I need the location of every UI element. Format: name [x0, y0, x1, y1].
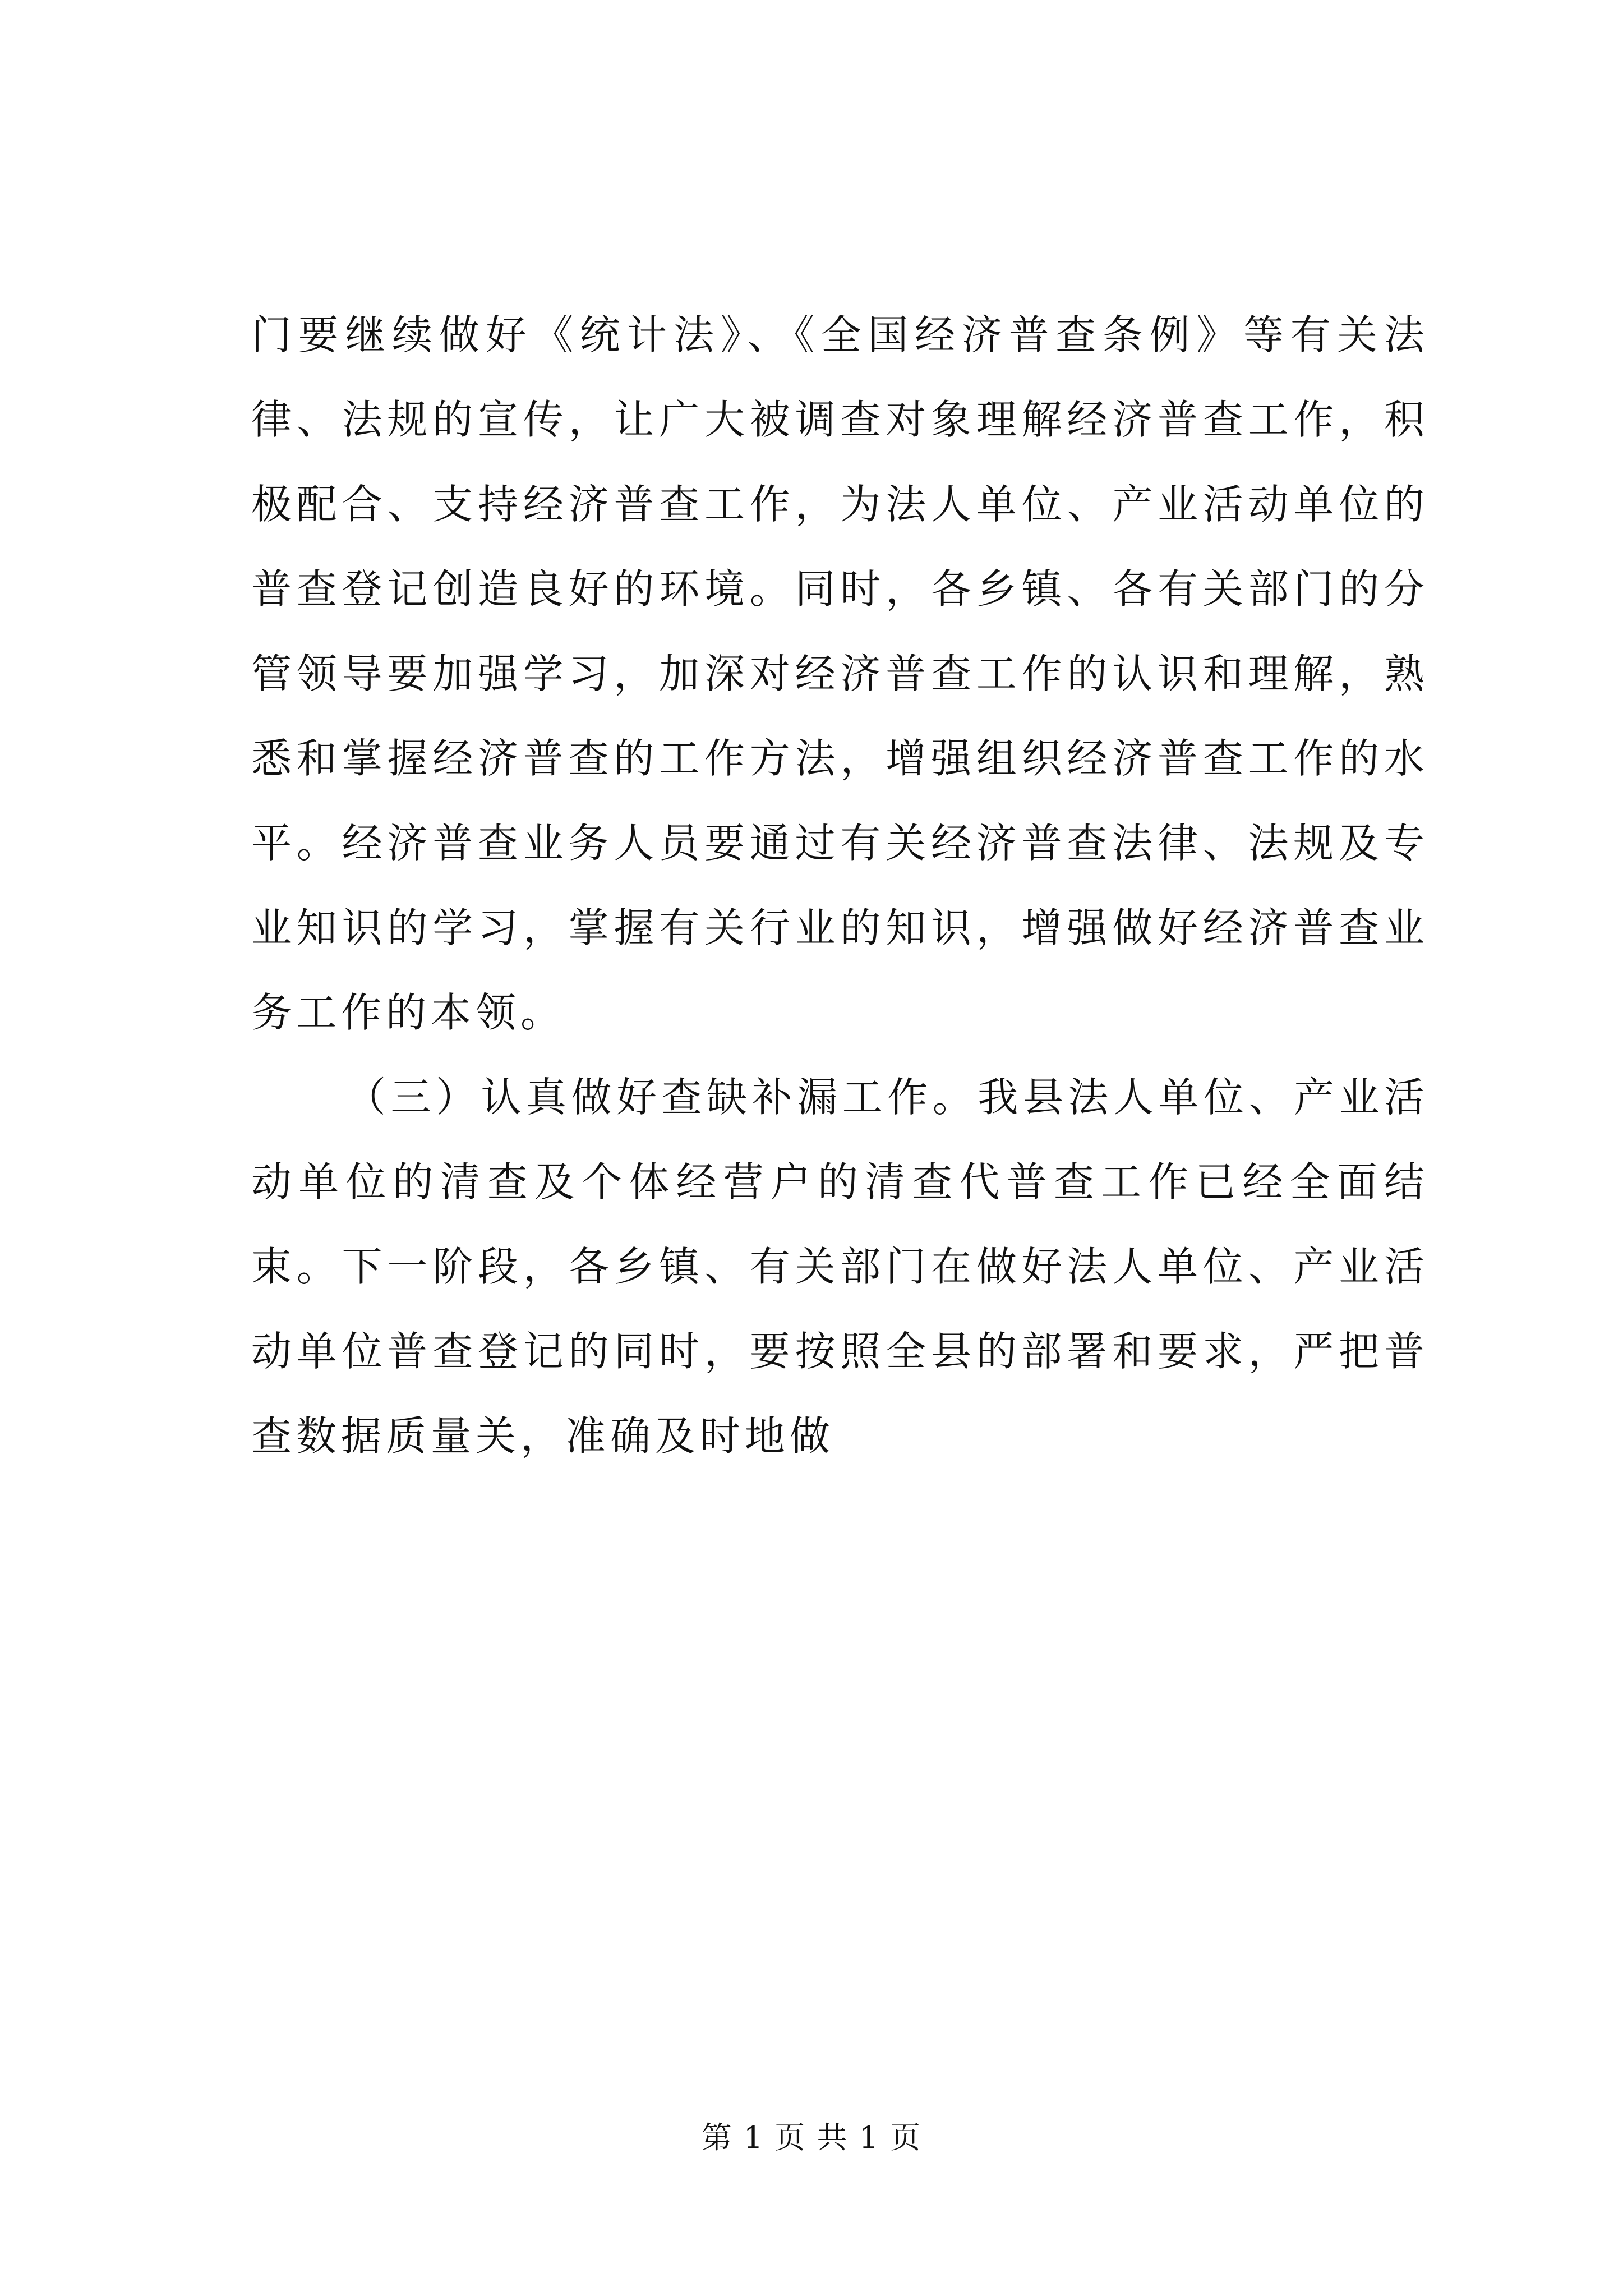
paragraph-section-three: （三）认真做好查缺补漏工作。我县法人单位、产业活动单位的清查及个体经营户的清查代普查工作已经全面结束。下一阶段，各乡镇、有关部门在做好法人单位、产业活动单位普查登记的同时，要按照全县的部署和要求，严把普查数据质量关，准确及时地做 — [251, 1074, 1429, 1460]
paragraph-continued: 门要继续做好《统计法》、《全国经济普查条例》等有关法律、法规的宣传，让广大被调查对象理解经济普查工作，积极配合、支持经济普查工作，为法人单位、产业活动单位的普查登记创造良好的环境。同时，各乡镇、各有关部门的分管领导要加强学习，加深对经济普查工作的认识和理解，熟悉和掌握经济普查的工作方法，增强组织经济普查工作的水平。经济普查业务人员要通过有关经济普查法律、法规及专业知识的学习，掌握有关行业的知识，增强做好经济普查业务工作的本领。 — [251, 311, 1429, 1036]
document-body — [251, 293, 1429, 1479]
page-footer: 第 1 页 共 1 页 — [701, 2120, 922, 2155]
